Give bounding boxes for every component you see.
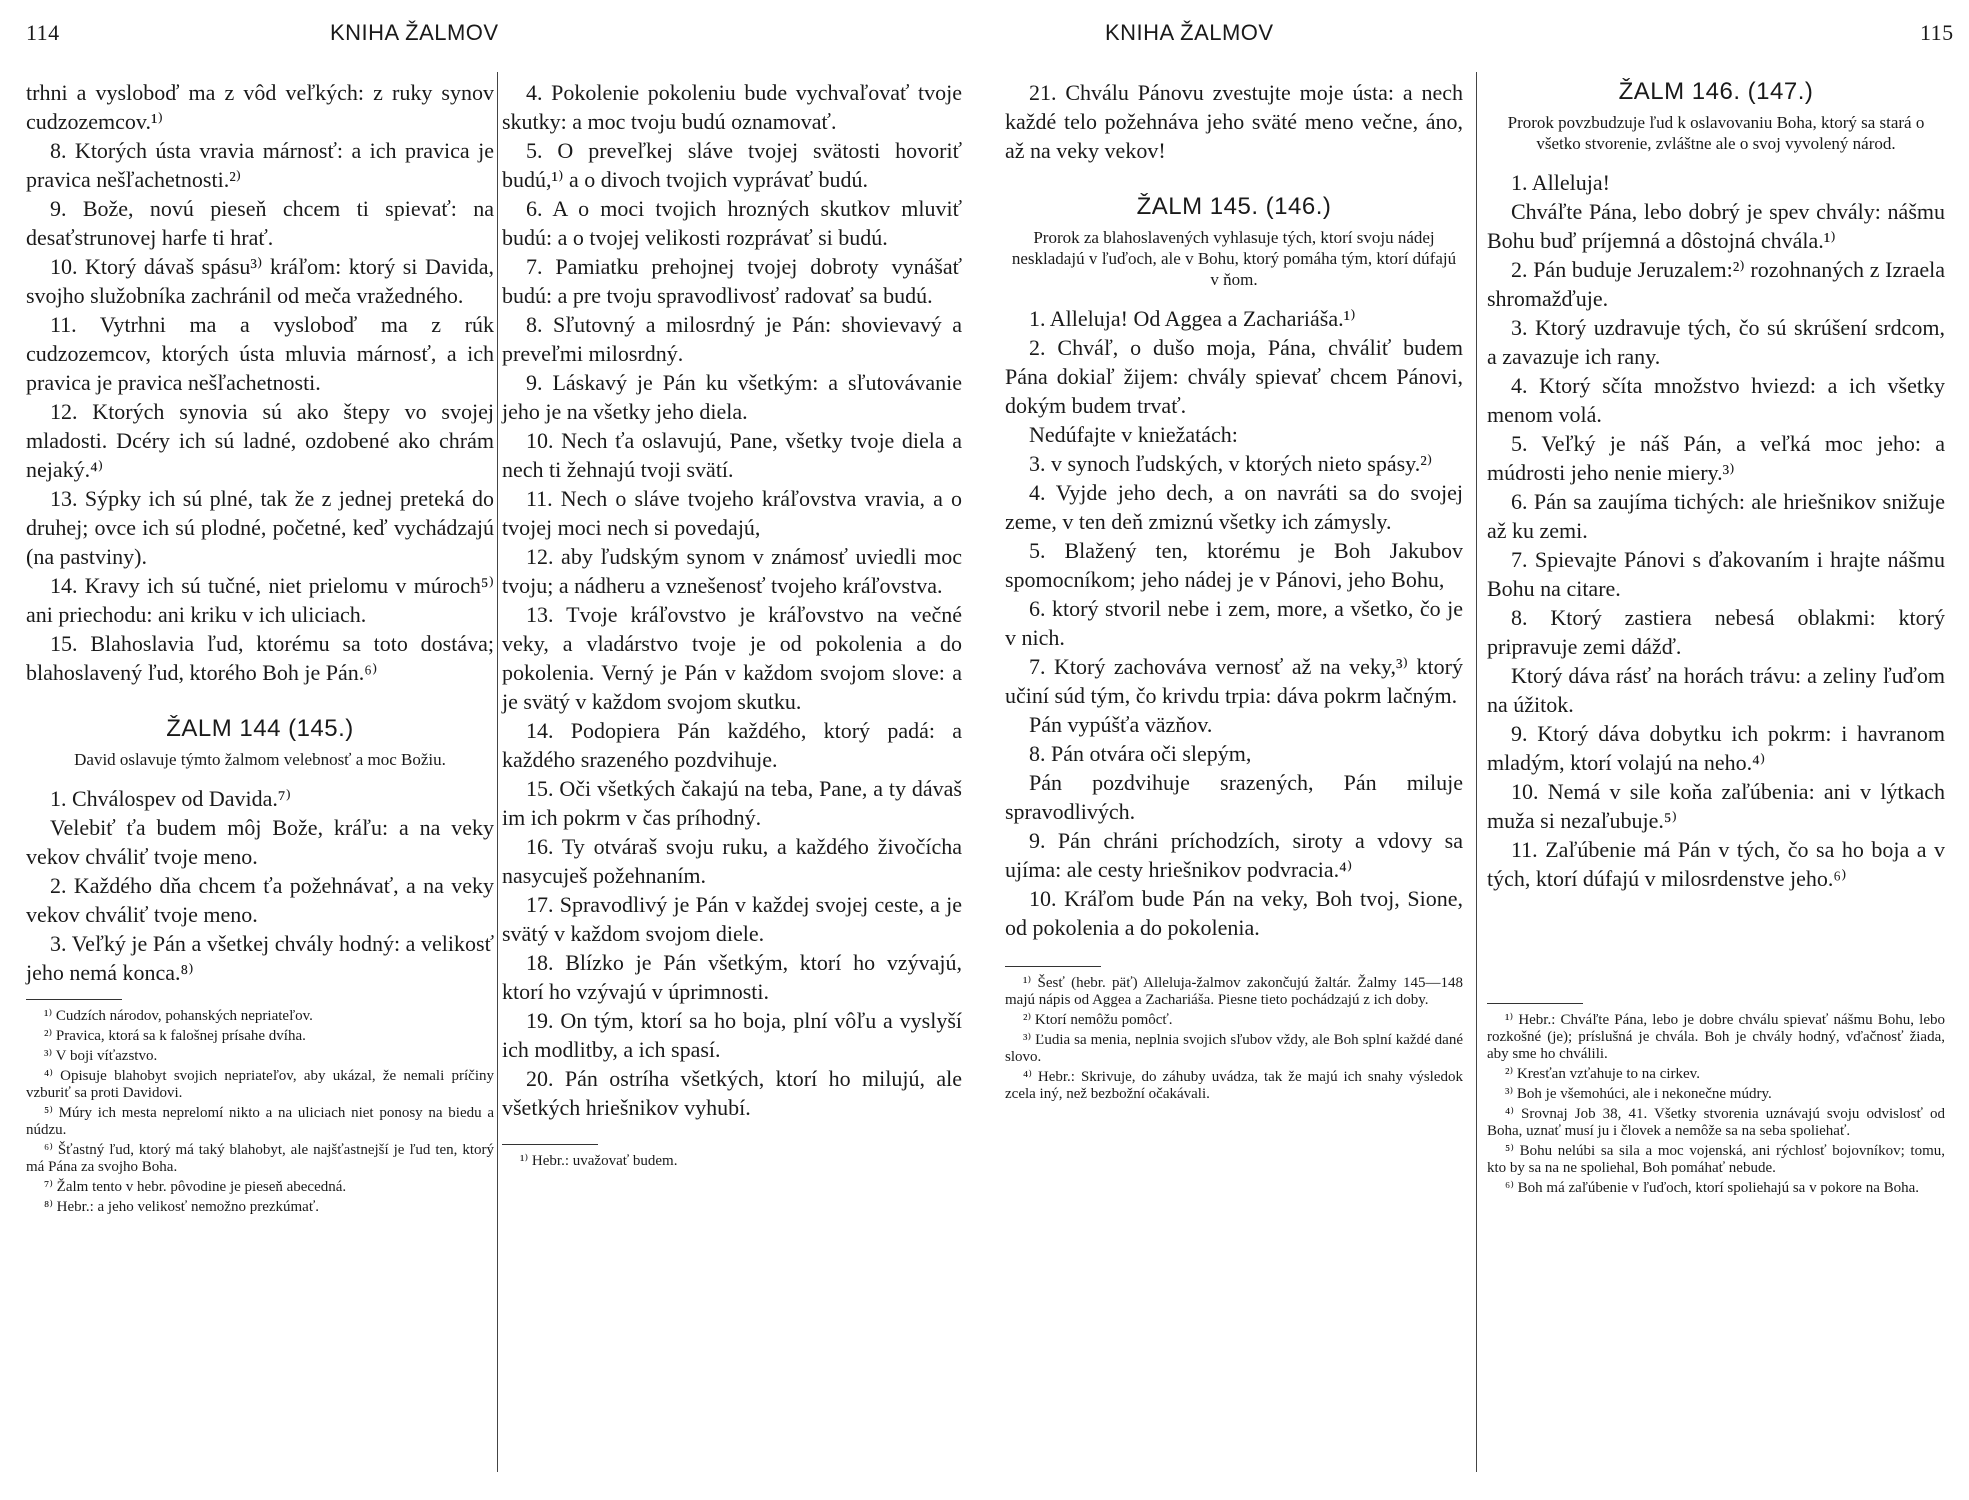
verse: 10. Nech ťa oslavujú, Pane, všetky tvoje diela a nech ti žehnajú tvoji svätí. bbox=[502, 428, 962, 482]
page-number: 115 bbox=[1920, 20, 1954, 45]
footnote: ²⁾ Ktorí nemôžu pomôcť. bbox=[1023, 1012, 1173, 1028]
verse: 6. Pán sa zaujíma tichých: ale hriešnikov snižuje až ku zemi. bbox=[1487, 489, 1945, 543]
running-title: KNIHA ŽALMOV bbox=[330, 20, 499, 45]
verse: 9. Ktorý dáva dobytku ich pokrm: i havranom mladým, ktorí volajú na neho.⁴⁾ bbox=[1487, 721, 1945, 775]
verse: 6. A o moci tvojich hrozných skutkov mluviť budú: a o tvojej velikosti rozprávať si budú. bbox=[502, 196, 962, 250]
footnote: ⁵⁾ Múry ich mesta neprelomí nikto a na uliciach niet ponosy na biedu a núdzu. bbox=[26, 1105, 494, 1138]
column-3 bbox=[1005, 78, 1463, 1106]
column-2 bbox=[502, 78, 962, 1173]
verse: 1. Chválospev od Davida.⁷⁾ bbox=[50, 786, 291, 811]
verse: 19. On tým, ktorí sa ho boja, plní vôľu a vyslyší ich modlitby, a ich spasí. bbox=[502, 1008, 962, 1062]
verse: 3. v synoch ľudských, v ktorých nieto spásy.²⁾ bbox=[1029, 451, 1433, 476]
verse: 8. Sľutovný a milosrdný je Pán: shovievavý a preveľmi milosrdný. bbox=[502, 312, 962, 366]
footnote: ⁶⁾ Šťastný ľud, ktorý má taký blahobyt, ale najšťastnejší je ľud ten, ktorý má Pána za svojho Boha. bbox=[26, 1142, 494, 1175]
verse: 4. Pokolenie pokoleniu bude vychvaľovať tvoje skutky: a moc tvoju budú oznamovať. bbox=[502, 80, 962, 134]
verse: 9. Pán chráni príchodzích, siroty a vdovy sa ujíma: ale cesty hriešnikov podvracia.⁴⁾ bbox=[1005, 828, 1463, 882]
footnote: ⁷⁾ Žalm tento v hebr. pôvodine je pieseň abecedná. bbox=[44, 1179, 347, 1195]
verse: 9. Láskavý je Pán ku všetkým: a sľutovávanie jeho je na všetky jeho diela. bbox=[502, 370, 962, 424]
psalm-title: ŽALM 144 (145.) bbox=[166, 715, 354, 742]
verse: 2. Každého dňa chcem ťa požehnávať, a na veky vekov chváliť tvoje meno. bbox=[26, 873, 494, 927]
verse: 14. Podopiera Pán každého, ktorý padá: a každého srazeného pozdvihuje. bbox=[502, 718, 962, 772]
footnote: ²⁾ Kresťan vzťahuje to na cirkev. bbox=[1505, 1066, 1700, 1082]
verse: 8. Ktorý zastiera nebesá oblakmi: ktorý pripravuje zemi dážď. bbox=[1487, 605, 1945, 659]
footnote: ³⁾ Ľudia sa menia, neplnia svojich sľubov vždy, ale Boh splní každé dané slovo. bbox=[1005, 1032, 1463, 1065]
footnote: ³⁾ V boji víťazstvo. bbox=[44, 1048, 158, 1064]
verse: 10. Kráľom bude Pán na veky, Boh tvoj, Sione, od pokolenia a do pokolenia. bbox=[1005, 886, 1463, 940]
verse: 3. Veľký je Pán a všetkej chvály hodný: a velikosť jeho nemá konca.⁸⁾ bbox=[26, 931, 494, 985]
verse: 15. Blahoslavia ľud, ktorému sa toto dostáva; blahoslavený ľud, ktorého Boh je Pán.⁶⁾ bbox=[26, 631, 494, 685]
verse: 4. Ktorý sčíta množstvo hviezd: a ich všetky menom volá. bbox=[1487, 373, 1945, 427]
verse: 17. Spravodlivý je Pán v každej svojej ceste, a je svätý v každom svojom diele. bbox=[502, 892, 962, 946]
verse: Velebiť ťa budem môj Bože, kráľu: a na veky vekov chváliť tvoje meno. bbox=[26, 815, 494, 869]
right-page bbox=[985, 0, 1969, 1500]
footnote: ⁸⁾ Hebr.: a jeho velikosť nemožno prezkúmať. bbox=[44, 1199, 319, 1215]
psalm-subtitle: Prorok za blahoslavených vyhlasuje tých, ktorí svoju nádej neskladajú v ľuďoch, ale v Bohu, ktorý pomáha tým, ktorí dúfajú v ňom. bbox=[1011, 228, 1457, 289]
verse: 12. Ktorých synovia sú ako štepy vo svojej mladosti. Dcéry ich sú ladné, ozdobené ako chrám nejaký.⁴⁾ bbox=[26, 399, 494, 482]
page-number: 114 bbox=[26, 20, 60, 45]
verse: 9. Bože, novú pieseň chcem ti spievať: na desaťstrunovej harfe ti hrať. bbox=[26, 196, 494, 250]
verse: 5. O preveľkej sláve tvojej svätosti hovoriť budú,¹⁾ a o divoch tvojich vyprávať budú. bbox=[502, 138, 962, 192]
verse: 7. Spievajte Pánovi s ďakovaním i hrajte nášmu Bohu na citare. bbox=[1487, 547, 1945, 601]
psalm-title: ŽALM 146. (147.) bbox=[1618, 78, 1814, 105]
verse: 11. Vytrhni ma a vysloboď ma z rúk cudzozemcov, ktorých ústa mluvia márnosť, a ich pravica je pravica nešľachetnosti. bbox=[26, 312, 494, 395]
verse: 8. Ktorých ústa vravia márnosť: a ich pravica je pravica nešľachetnosti.²⁾ bbox=[26, 138, 494, 192]
verse: 2. Pán buduje Jeruzalem:²⁾ rozohnaných z Izraela shromažďuje. bbox=[1487, 257, 1945, 311]
verse: trhni a vysloboď ma z vôd veľkých: z ruky synov cudzozemcov.¹⁾ bbox=[26, 80, 494, 134]
column-1 bbox=[26, 78, 494, 1219]
footnote: ⁵⁾ Bohu nelúbi sa sila a moc vojenská, ani rýchlosť bojovníkov; tomu, kto by sa na ne spoliehal, Boh pomáhať nebude. bbox=[1487, 1143, 1945, 1176]
footnote: ⁶⁾ Boh má zaľúbenie v ľuďoch, ktorí spoliehajú sa v pokore na Boha. bbox=[1505, 1180, 1920, 1196]
verse: 14. Kravy ich sú tučné, niet prielomu v múroch⁵⁾ ani priechodu: ani kriku v ich uliciach. bbox=[26, 573, 494, 627]
verse: 7. Pamiatku prehojnej tvojej dobroty vynášať budú: a pre tvoju spravodlivosť radovať sa budú. bbox=[502, 254, 962, 308]
verse: 10. Nemá v sile koňa zaľúbenia: ani v lýtkach muža si nezaľubuje.⁵⁾ bbox=[1487, 779, 1945, 833]
verse: 11. Nech o sláve tvojeho kráľovstva vravia, a o tvojej moci nech si povedajú, bbox=[502, 486, 962, 540]
verse: 7. Ktorý zachováva vernosť až na veky,³⁾ ktorý učiní súd tým, čo krivdu trpia: dáva pokrm lačným. bbox=[1005, 654, 1463, 708]
footnote: ⁴⁾ Srovnaj Job 38, 41. Všetky stvorenia uznávajú svoju odvislosť od Boha, uznať musí ju i človek a nemôže sa na seba spoliehať. bbox=[1487, 1106, 1945, 1139]
verse: Chváľte Pána, lebo dobrý je spev chvály: nášmu Bohu buď príjemná a dôstojná chvála.¹⁾ bbox=[1487, 199, 1945, 253]
verse: Ktorý dáva rásť na horách trávu: a zeliny ľuďom na úžitok. bbox=[1487, 663, 1945, 717]
verse: 4. Vyjde jeho dech, a on navráti sa do svojej zeme, v ten deň zmiznú všetky ich zámysly. bbox=[1005, 480, 1463, 534]
verse: 11. Zaľúbenie má Pán v tých, čo sa ho boja a v tých, ktorí dúfajú v milosrdenstve jeho.⁶⁾ bbox=[1487, 837, 1945, 891]
verse: 2. Chváľ, o dušo moja, Pána, chváliť budem Pána dokiaľ žijem: chvály spievať chcem Pánovi, dokým budem trvať. bbox=[1005, 335, 1463, 418]
verse: 20. Pán ostríha všetkých, ktorí ho milujú, ale všetkých hriešnikov vyhubí. bbox=[502, 1066, 962, 1120]
verse: 16. Ty otváraš svoju ruku, a každého živočícha nasycuješ požehnaním. bbox=[502, 834, 962, 888]
footnote-rule bbox=[502, 1144, 598, 1145]
footnote: ¹⁾ Šesť (hebr. päť) Alleluja-žalmov zakončujú žaltár. Žalmy 145—148 majú nápis od Aggea a Zachariáša. Piesne tieto pochádzajú z ich doby. bbox=[1005, 975, 1463, 1008]
footnote-rule bbox=[1005, 966, 1101, 967]
psalm-subtitle: David oslavuje týmto žalmom velebnosť a moc Božiu. bbox=[74, 750, 446, 769]
footnote-rule bbox=[1487, 1003, 1583, 1004]
verse: 5. Blažený ten, ktorému je Boh Jakubov spomocníkom; jeho nádej je v Pánovi, jeho Bohu, bbox=[1005, 538, 1463, 592]
footnote: ⁴⁾ Hebr.: Skrivuje, do záhuby uvádza, tak že majú ich snahy výsledok zcela iný, než bezbožní očakávali. bbox=[1005, 1069, 1463, 1102]
psalm-title: ŽALM 145. (146.) bbox=[1136, 193, 1332, 220]
verse: Pán pozdvihuje srazených, Pán miluje spravodlivých. bbox=[1005, 770, 1463, 824]
verse: 13. Tvoje kráľovstvo je kráľovstvo na večné veky, a vladárstvo tvoje je od pokolenia a do pokolenia. Verný je Pán v každom svojom slove: a je svätý v každom svojom skutku. bbox=[502, 602, 962, 714]
column-divider bbox=[497, 72, 498, 1472]
verse: 5. Veľký je náš Pán, a veľká moc jeho: a múdrosti jeho nenie miery.³⁾ bbox=[1487, 431, 1945, 485]
verse: 18. Blízko je Pán všetkým, ktorí ho vzývajú, ktorí ho vzývajú v úprimnosti. bbox=[502, 950, 962, 1004]
verse: 21. Chválu Pánovu zvestujte moje ústa: a nech každé telo požehnáva jeho sväté meno večne, áno, až na veky vekov! bbox=[1005, 80, 1463, 163]
column-4 bbox=[1487, 78, 1945, 1200]
verse: 15. Oči všetkých čakajú na teba, Pane, a ty dávaš im ich pokrm v čas príhodný. bbox=[502, 776, 962, 830]
footnote-rule bbox=[26, 999, 122, 1000]
verse: Nedúfajte v kniežatách: bbox=[1029, 422, 1238, 447]
footnote: ³⁾ Boh je všemohúci, ale i nekonečne múdry. bbox=[1505, 1086, 1772, 1102]
verse: 6. ktorý stvoril nebe i zem, more, a všetko, čo je v nich. bbox=[1005, 596, 1463, 650]
running-title: KNIHA ŽALMOV bbox=[1105, 20, 1274, 45]
verse: 1. Alleluja! Od Aggea a Zachariáša.¹⁾ bbox=[1029, 306, 1356, 331]
psalm-subtitle: Prorok povzbudzuje ľud k oslavovaniu Boha, ktorý sa stará o všetko stvorenie, zvláštne ale o svoj vyvolený národ. bbox=[1507, 113, 1925, 153]
verse: Pán vypúšťa väzňov. bbox=[1029, 712, 1213, 737]
footnote: ¹⁾ Cudzích národov, pohanských nepriateľov. bbox=[44, 1008, 313, 1024]
column-divider bbox=[1476, 72, 1477, 1472]
verse: 1. Alleluja! bbox=[1511, 170, 1610, 195]
verse: 12. aby ľudským synom v známosť uviedli moc tvoju; a nádheru a vznešenosť tvojeho kráľovstva. bbox=[502, 544, 962, 598]
verse: 8. Pán otvára oči slepým, bbox=[1029, 741, 1252, 766]
verse: 3. Ktorý uzdravuje tých, čo sú skrúšení srdcom, a zavazuje ich rany. bbox=[1487, 315, 1945, 369]
verse: 10. Ktorý dávaš spásu³⁾ kráľom: ktorý si Davida, svojho služobníka zachránil od meča vražedného. bbox=[26, 254, 494, 308]
footnote: ¹⁾ Hebr.: Chváľte Pána, lebo je dobre chválu spievať nášmu Bohu, lebo rozkošné (je); príslušná je chvála. Boh je chvály hodný, vďačnosť žiada, aby sme ho chválili. bbox=[1487, 1012, 1945, 1062]
verse: 13. Sýpky ich sú plné, tak že z jednej preteká do druhej; ovce ich sú plodné, početné, keď vychádzajú (na pastviny). bbox=[26, 486, 494, 569]
footnote: ²⁾ Pravica, ktorá sa k falošnej prísahe dvíha. bbox=[44, 1028, 306, 1044]
footnote: ¹⁾ Hebr.: uvažovať budem. bbox=[520, 1153, 678, 1169]
footnote: ⁴⁾ Opisuje blahobyt svojich nepriateľov, aby ukázal, že nemali príčiny vzburiť sa proti Davidovi. bbox=[26, 1068, 494, 1101]
